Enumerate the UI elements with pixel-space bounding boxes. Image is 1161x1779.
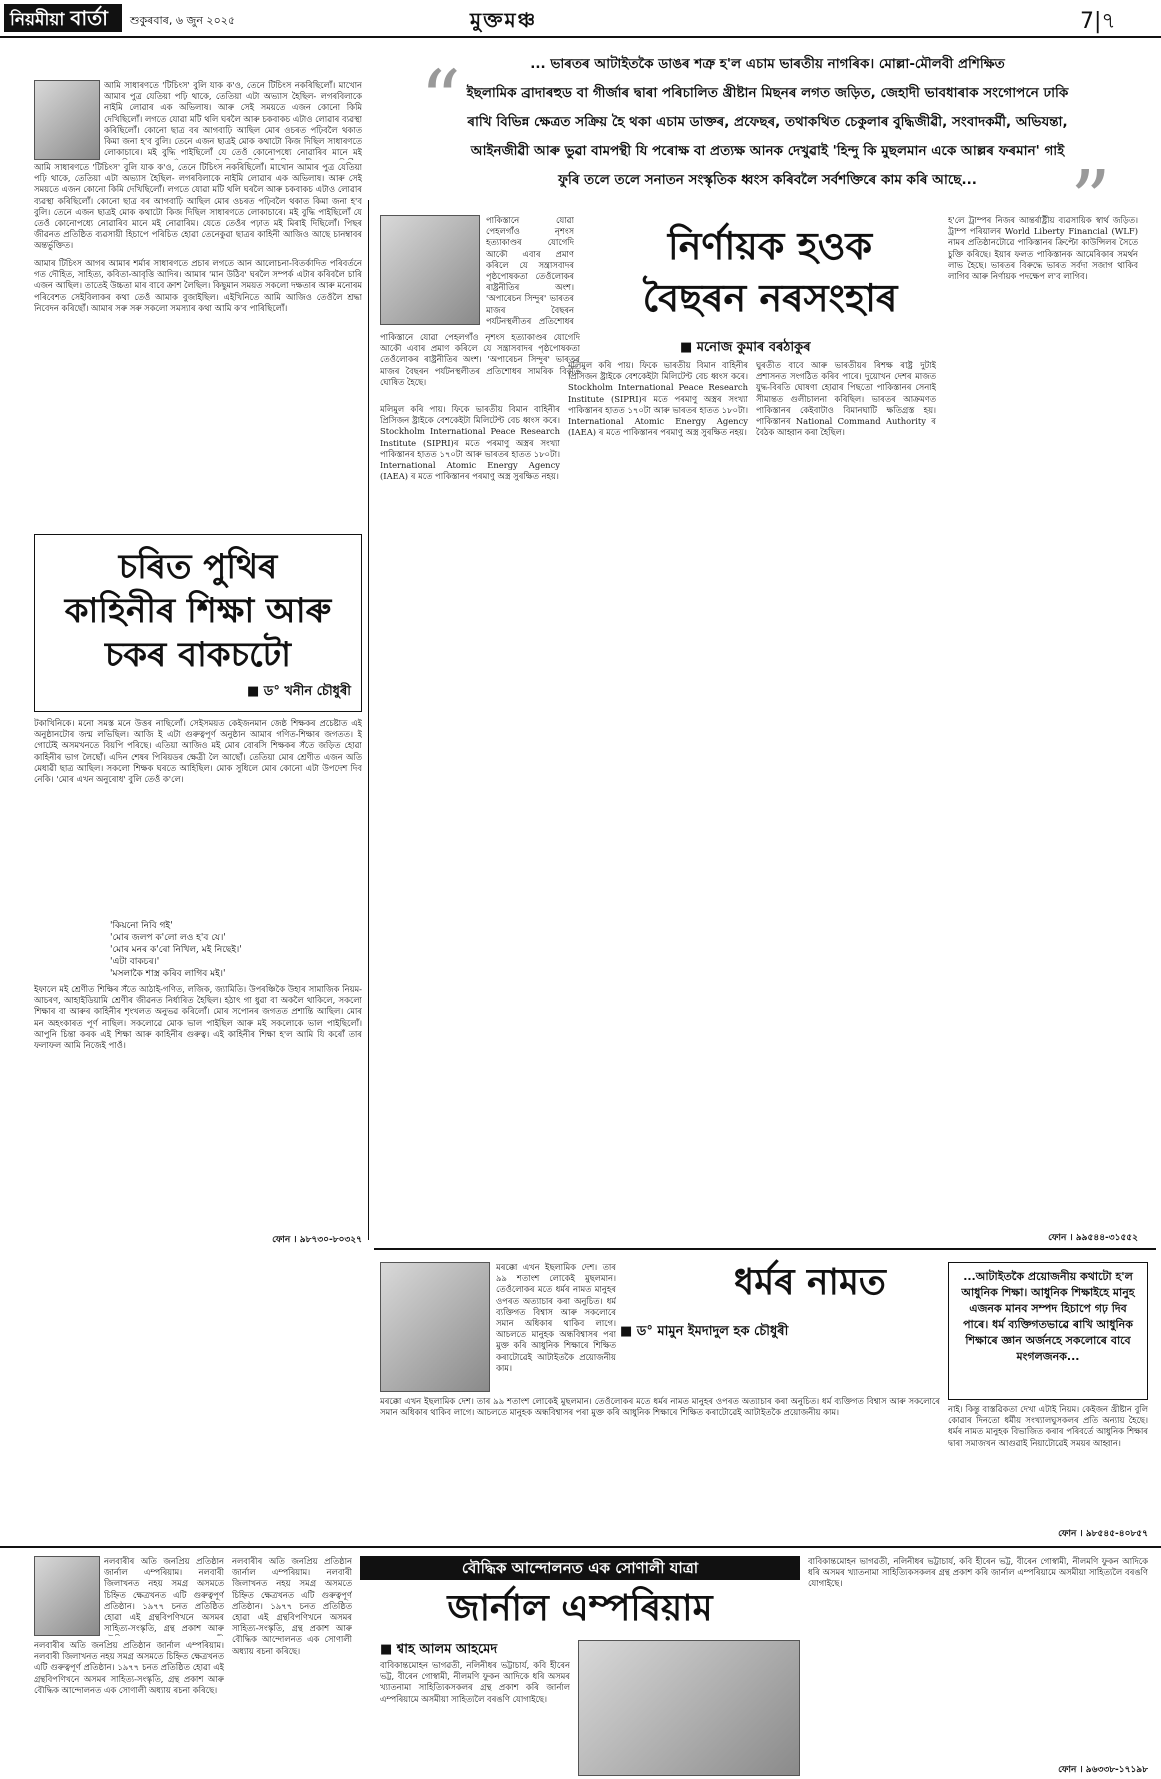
article3-body: মৰক্কো এখন ইছলামিক দেশ। তাৰ ৯৯ শতাংশ লোকেই মুছলমান। তেওঁলোকৰ মতে ধৰ্মৰ নামত মানুহৰ ওপৰত অত্যাচাৰ কৰা অনুচিত। ধৰ্ম ব্যক্তিগত বিশ্বাস আৰু সকলোৰে সমান অধিকাৰ থাকিব লাগে। আচলতে মানুহক অন্ধবিশ্বাসৰ পৰা মুক্ত কৰি আধুনিক শিক্ষাৰে শিক্ষিত কৰাটোৱেই আটাইতকৈ প্ৰয়োজনীয় কাম।: [496, 1262, 616, 1373]
pull-quote: [380, 50, 1155, 200]
pull-quote-line2: ইছলামিক ব্ৰাদাৰহুড বা গীৰ্জাৰ দ্বাৰা পৰিচালিত খ্ৰীষ্টান মিছনৰ লগত জড়িত, জেহাদী ভাবধাৰাক সংগোপনে ঢাকি: [466, 85, 1069, 101]
pull-quote-line5: ফুৰি তলে তলে সনাতন সংস্কৃতিক ধ্বংস কৰিবলৈ সৰ্বশক্তিৰে কাম কৰি আছে...: [558, 172, 977, 188]
author-photo: [34, 80, 100, 160]
verse-line2: 'মোৰ জলপ ক'লো লও হ'ব যে।': [110, 933, 226, 943]
article2-intro-cont: পাকিস্তানে যোৱা পেহলগাঁও নৃশংস হত্যাকাণ্ডৰ যোগেদি আকৌ এবাৰ প্ৰমাণ কৰিলে যে সন্ত্ৰাসবাদৰ পৃষ্ঠপোষকতা তেওঁলোকৰ ৰাষ্ট্ৰনীতিৰ অংশ। 'অপাৰেচন সিন্দুৰ' ভাৰতৰ মাজৰ বৈছৰন পৰ্যটনস্থলীতৰ প্ৰতিশোধৰ সামৰিক বিবৃতি ঘোষিত হৈছে।: [380, 332, 580, 387]
article4-banner: বৌদ্ধিক আন্দোলনত এক সোণালী যাত্ৰা: [360, 1556, 800, 1580]
article4-body-cont: নলবাৰীৰ অতি জনপ্ৰিয় প্ৰতিষ্ঠান জাৰ্নাল এম্পৰিয়াম। নলবাৰী জিলাখনত নহয় সমগ্ৰ অসমতে চিহ্নিত ক্ষেত্ৰখনত এটি গুৰুত্বপূৰ্ণ প্ৰতিষ্ঠান। ১৯৭৭ চনত প্ৰতিষ্ঠিত হোৱা এই গ্ৰন্থবিপণিখনে অসমৰ সাহিত্য-সংস্কৃতি, গ্ৰন্থ প্ৰকাশ আৰু বৌদ্ধিক আন্দোলনত এক সোণালী অধ্যায় ৰচনা কৰিছে।: [34, 1640, 224, 1695]
article1-byline: ■ ড° খনীন চৌধুৰী: [246, 684, 351, 699]
article4-phone: ফোন । ৯৬৩৩৮-১৭১৯৮: [1058, 1765, 1148, 1775]
section-name: মুক্তমঞ্চ: [470, 8, 538, 32]
article2-col2: ঘুৰতীত বাবে আৰু ভাৰতীয়ৰ ৰিশক্ষ ৰাষ্ট্ৰ দুটাই প্ৰশাসনত সংগঠিত কৰিব পাৰে। দুয়োখন দেশৰ মাজত যুদ্ধ-বিৰতি ঘোষণা হোৱাৰ পিছতো পাকিস্তানৰ সেনাই সীমান্তত গুলীচালনা কৰিছিল। ভাৰতৰ আক্ৰমণত পাকিস্তানৰ কেইবাটাও বিমানঘাটি ক্ষতিগ্ৰস্ত হয়। পাকিস্তানৰ National Command Authority ৰ বৈঠক আহ্বান কৰা হৈছিল।: [756, 360, 936, 438]
article4-body-col2: নলবাৰীৰ অতি জনপ্ৰিয় প্ৰতিষ্ঠান জাৰ্নাল এম্পৰিয়াম। নলবাৰী জিলাখনত নহয় সমগ্ৰ অসমতে চিহ্নিত ক্ষেত্ৰখনত এটি গুৰুত্বপূৰ্ণ প্ৰতিষ্ঠান। ১৯৭৭ চনত প্ৰতিষ্ঠিত হোৱা এই গ্ৰন্থবিপণিখনে অসমৰ সাহিত্য-সংস্কৃতি, গ্ৰন্থ প্ৰকাশ আৰু বৌদ্ধিক আন্দোলনত এক সোণালী অধ্যায় ৰচনা কৰিছে।: [232, 1556, 352, 1656]
article1-verse: [110, 920, 360, 980]
section-divider: [0, 1546, 1161, 1548]
article3-body2: নাই। কিন্তু বাস্তৱিকতা দেখা এটাই নিয়ম। কেইজন খ্ৰীষ্টান বুলি কোৱাৰ দিনতো ধৰ্মীয় সংখ্যালঘুসকলৰ প্ৰতি অন্যায় হৈছে। ধৰ্মৰ নামত মানুহক বিভাজিত কৰাৰ পৰিবৰ্তে আধুনিক শিক্ষাৰ দ্বাৰা সমাজখন আগুৱাই নিয়াটোৱেই সময়ৰ আহ্বান।: [948, 1404, 1148, 1448]
author-photo: [34, 1556, 100, 1636]
article3-body-cont: মৰক্কো এখন ইছলামিক দেশ। তাৰ ৯৯ শতাংশ লোকেই মুছলমান। তেওঁলোকৰ মতে ধৰ্মৰ নামত মানুহৰ ওপৰত অত্যাচাৰ কৰা অনুচিত। ধৰ্ম ব্যক্তিগত বিশ্বাস আৰু সকলোৰে সমান অধিকাৰ থাকিব লাগে। আচলতে মানুহক অন্ধবিশ্বাসৰ পৰা মুক্ত কৰি আধুনিক শিক্ষাৰে শিক্ষিত কৰাটোৱেই আটাইতকৈ প্ৰয়োজনীয় কাম।: [380, 1396, 940, 1418]
article3-title: ধৰ্মৰ নামত: [734, 1262, 886, 1303]
article2-title-line1: নিৰ্ণায়ক হওক: [667, 224, 873, 268]
article2-title-line2: বৈছৰন নৰসংহাৰ: [642, 276, 898, 320]
article3-highlight-box: ...আটাইতকৈ প্ৰয়োজনীয় কথাটো হ'ল আধুনিক শিক্ষা। আধুনিক শিক্ষাইহে মানুহ এজনক মানব সম্পদ হিচাপে গঢ় দিব পাৰে। ধৰ্ম ব্যক্তিগতভাৱে ৰাখি আধুনিক শিক্ষাৰে জ্ঞান অৰ্জনহে সকলোৰে বাবে মংগলজনক...: [948, 1262, 1148, 1400]
article2-phone: ফোন । ৯৯৫৪৪-৩১৫৫২: [1048, 1233, 1138, 1243]
close-quote-icon: ”: [1070, 153, 1111, 246]
logo-part1: নিয়মীয়া: [10, 10, 65, 30]
article2-col1b: মলিমুল কৰি পায়। ফিকে ভাৰতীয় বিমান বাহিনীৰ প্ৰিসিজন ষ্ট্ৰাইকে বেশকেইটা মিলিটেণ্ট বেচ ধ্বংস কৰে। Stockholm International Peace Research Institute (SIPRI)ৰ মতে পৰমাণু অস্ত্ৰৰ সংখ্যা পাকিস্তানৰ হাতত ১৭০টা আৰু ভাৰতৰ হাতত ১৮০টা। International Atomic Energy Agency (IAEA) ৰ মতে পাকিস্তানৰ পৰমাণু অস্ত্ৰ সুৰক্ষিত নহয়।: [568, 360, 748, 438]
section-divider: [374, 1248, 1156, 1250]
article2-byline: ■ মনোজ কুমাৰ বৰঠাকুৰ: [680, 340, 811, 355]
bookshop-photo: [578, 1640, 800, 1776]
column-divider: [368, 200, 369, 1240]
article4-body: নলবাৰীৰ অতি জনপ্ৰিয় প্ৰতিষ্ঠান জাৰ্নাল এম্পৰিয়াম। নলবাৰী জিলাখনত নহয় সমগ্ৰ অসমতে চিহ্নিত ক্ষেত্ৰখনত এটি গুৰুত্বপূৰ্ণ প্ৰতিষ্ঠান। ১৯৭৭ চনত প্ৰতিষ্ঠিত হোৱা এই গ্ৰন্থবিপণিখনে অসমৰ সাহিত্য-সংস্কৃতি, গ্ৰন্থ প্ৰকাশ আৰু: [104, 1556, 224, 1634]
page-number: 7|৭: [1080, 9, 1116, 34]
issue-date: শুকুৰবাৰ, ৬ জুন ২০২৫: [130, 14, 236, 27]
article3-phone: ফোন । ৯৮৫৪৫-৪০৮৫৭: [1058, 1529, 1148, 1539]
article1-title-box: [34, 534, 362, 712]
open-quote-icon: “: [420, 53, 461, 146]
newspaper-logo: [4, 4, 122, 32]
verse-line5: 'মসলাকৈ শাস্ত্ৰ কৰিব লাগিব মই।': [110, 969, 226, 979]
article4-body3: বাবিকান্তমোহন ভাগৱতী, নলিনীধৰ ভট্টাচাৰ্য, কবি হীৰেন ভট্ট, বীৰেন গোস্বামী, নীলমণি ফুকন আদিকে ধৰি অসমৰ খ্যাতনামা সাহিত্যিকসকলৰ গ্ৰন্থ প্ৰকাশ কৰি জাৰ্নাল এম্পৰিয়ামে অসমীয়া সাহিত্যলৈ বৰঙণি যোগাইছে।: [808, 1556, 1148, 1589]
article3-byline: ■ ড° মামুন ইমদাদুল হক চৌধুৰী: [620, 1324, 789, 1339]
article4-body2: বাবিকান্তমোহন ভাগৱতী, নলিনীধৰ ভট্টাচাৰ্য, কবি হীৰেন ভট্ট, বীৰেন গোস্বামী, নীলমণি ফুকন আদিকে ধৰি অসমৰ খ্যাতনামা সাহিত্যিকসকলৰ গ্ৰন্থ প্ৰকাশ কৰি জাৰ্নাল এম্পৰিয়ামে অসমীয়া সাহিত্যলৈ বৰঙণি যোগাইছে।: [380, 1660, 570, 1704]
masthead: [0, 0, 1161, 38]
article1-phone: ফোন । ৯৮৭৩০-৮০৩২৭: [272, 1235, 362, 1245]
article1-title-line2: কাহিনীৰ শিক্ষা আৰু: [64, 591, 332, 631]
article4-title: জাৰ্নাল এম্পৰিয়াম: [447, 1588, 713, 1629]
verse-line1: 'কিয়নো নিবি গই': [110, 921, 173, 931]
pull-quote-line1: ... ভাৰতৰ আটাইতকৈ ডাঙৰ শত্ৰু হ'ল এচাম ভাৰতীয় নাগৰিক। মোল্লা-মৌলবী প্ৰশিক্ষিত: [530, 56, 1005, 72]
article1-body-low: টকাখিনিকে। মনো সমস্ত মনে উত্তৰ নাছিলোঁ। সেইসময়ত কেইজনমান জেষ্ঠ শিক্ষকৰ প্ৰচেষ্টাত এই অনুষ্ঠানটোৰ জন্ম লভিছিল। আজি ই এটা গুৰুত্বপূৰ্ণ অনুষ্ঠান আমাৰ গণিত-শিক্ষাৰ জগতত। ই গোটেই অসমখনতে বিয়পি পৰিছে। এতিয়া আজিও মই মোৰ বোৰসি শিক্ষকৰ সঁতে জড়িত হোৱা কাহিনীৰ ভাগ লৈছোঁ। এদিন শেষৰ পিৰিয়ডৰ ক্ষেত্ৰী লৈ আছোঁ। তেতিয়া মোৰ শ্ৰেণীত এজন অতি মেধাৱী ছাত্ৰ আছিল। সকলো শিক্ষক ঘৰতে আহিছিল। মোক সুধিলে মোৰ কোনো এটা উপদেশ দিব নেকি। 'মোৰ এখন অনুৰোধ' বুলি তেওঁ ক'লে।: [34, 718, 362, 785]
verse-line4: 'এটা বাকচৰ।': [110, 957, 160, 967]
logo-part2: বাৰ্তা: [70, 6, 108, 30]
article2-col3: হ'লে ট্ৰাম্পৰ নিজৰ আন্তৰ্ৰাষ্ট্ৰীয় ব্যৱসায়িক স্বাৰ্থ জড়িত। ট্ৰাম্প পৰিয়ালৰ World Liberty Financial (WLF) নামৰ প্ৰতিষ্ঠানটোৱে পাকিস্তানৰ ক্ৰিপ্টো কাউন্সিলৰ সৈতে চুক্তি কৰিছে। ইয়াৰ ফলত পাকিস্তানক আমেৰিকাৰ সমৰ্থন লাভ হৈছে। ভাৰতৰ বিৰুদ্ধে ভাৰত সৰ্বদা সজাগ থাকিব লাগিব আৰু নিৰ্ণায়ক পদক্ষেপ ল'ব লাগিব।: [948, 215, 1138, 282]
article1-body-end: ইফালে মই শ্ৰেণীত শিক্ষিৰ সঁতে আঠাই-গণিত, লজিক, জ্যামিতি। উপৰঞ্চিকৈ উহাৰ সামাজিক নিয়ম-আচৰণ, আহাইডিয়ামি শ্ৰেণীৰ জীৱনত নিৰ্ধাৰিত হৈছিল। হঠাৎ গা ধুৱা বা অকলৈ থাকিলে, সকলো শিক্ষাৰ বা আৰুৰ কাহিনীৰ শৃংখলত অনুভৱ কৰিলোঁ। মোৰ সপোনৰ জগতত প্ৰশান্তি আছিল। মোৰ মন অহংকাৰত পূৰ্ণ নাছিল। সকলোৱে মোক ভাল পাইছিল আৰু মই সকলোকে ভাল পাইছিলোঁ। আপুনি চিন্তা কৰক এই শিক্ষা আৰু কাহিনীৰ গুৰুত্ব। এই কাহিনীৰ শিক্ষা হ'ল আমি যি কৰোঁ তাৰ ফলাফল আমি নিজেই পাওঁ।: [34, 984, 362, 1051]
author-photo: [380, 215, 480, 325]
article1-body-top: আমি সাধাৰণতে 'টিচিংস' বুলি যাক ক'ও, তেনে টিচিংস নকৰিছিলোঁ। মাখোন আমাৰ পুত্ৰ যেতিয়া পঢ়ি থাকে, তেতিয়া এটা অভ্যাস হৈছিল- লগৰবিলাকে নাইমি লোৱাৰ এক অভিলাষ। আৰু সেই সময়তে এজন কোনো কিমি দেখিছিলোঁ। লগতে যোৱা মটি থলি ঘৰলৈ আৰু চকবাকচ এটাও লোৱাৰ ব্যৱস্থা কৰিছিলোঁ। কোনো ছাত্ৰ বৰ আগবাঢ়ি আছিল মোৰ ওচৰত পঢ়িবলৈ থকাত কিমা জনা হ'ব বুলি। তেনে এজন ছাত্ৰই মোক কথাটো কিজ দিছিল সাধাৰণতে লোকাচাৰে। মই বুদ্ধি পাইছিলোঁ যে তেওঁ কোনোপধ্যে নোৱাৰিব মানে মই: [104, 80, 362, 158]
article1-title-line3: চকৰ বাকচটো: [104, 635, 292, 675]
article1-body-top-cont: আমি সাধাৰণতে 'টিচিংস' বুলি যাক ক'ও, তেনে টিচিংস নকৰিছিলোঁ। মাখোন আমাৰ পুত্ৰ যেতিয়া পঢ়ি থাকে, তেতিয়া এটা অভ্যাস হৈছিল- লগৰবিলাকে নাইমি লোৱাৰ এক অভিলাষ। আৰু সেই সময়তে এজন কোনো কিমি দেখিছিলোঁ। লগতে যোৱা মটি থলি ঘৰলৈ আৰু চকবাকচ এটাও লোৱাৰ ব্যৱস্থা কৰিছিলোঁ। কোনো ছাত্ৰ বৰ আগবাঢ়ি আছিল মোৰ ওচৰত পঢ়িবলৈ থকাত কিমা জনা হ'ব বুলি। তেনে এজন ছাত্ৰই মোক কথাটো কিজ দিছিল সাধাৰণতে লোকাচাৰে। মই বুদ্ধি পাইছিলোঁ যে তেওঁ কোনোপধ্যে নোৱাৰিব মানে মই নোৱাৰিম। যেতে তেওঁৰ পঢ়াত মই মিৰাই দিছিলোঁ। পিছৰ জীৱনত প্ৰতিষ্ঠিত ব্যৱসায়ী হিচাপে পৰিচিত হোৱা তেনেকুৱা ছাত্ৰৰ কাহিনী আজিও আছে চানম্বাবৰ অন্তৰ্ভুক্তিত।: [34, 162, 362, 251]
article2-intro: পাকিস্তানে যোৱা পেহলগাঁও নৃশংস হত্যাকাণ্ডৰ যোগেদি আকৌ এবাৰ প্ৰমাণ কৰিলে যে সন্ত্ৰাসবাদৰ পৃষ্ঠপোষকতা তেওঁলোকৰ ৰাষ্ট্ৰনীতিৰ অংশ। 'অপাৰেচন সিন্দুৰ' ভাৰতৰ মাজৰ বৈছৰন পৰ্যটনস্থলীতৰ প্ৰতিশোধৰ: [486, 215, 574, 326]
article2-col1: মলিমুল কৰি পায়। ফিকে ভাৰতীয় বিমান বাহিনীৰ প্ৰিসিজন ষ্ট্ৰাইকে বেশকেইটা মিলিটেণ্ট বেচ ধ্বংস কৰে। Stockholm International Peace Research Institute (SIPRI)ৰ মতে পৰমাণু অস্ত্ৰৰ সংখ্যা পাকিস্তানৰ হাতত ১৭০টা আৰু ভাৰতৰ হাতত ১৮০টা। International Atomic Energy Agency (IAEA) ৰ মতে পাকিস্তানৰ পৰমাণু অস্ত্ৰ সুৰক্ষিত নহয়।: [380, 404, 560, 482]
article1-title-line1: চৰিত পুথিৰ: [118, 547, 278, 587]
article4-byline: ■ শ্বাহ আলম আহমেদ: [380, 1642, 498, 1657]
article2-title: [600, 220, 940, 324]
author-photo: [380, 1262, 490, 1392]
pull-quote-line4: আইনজীৱী আৰু ভুৱা বামপন্থী যি পৰোক্ষ বা প্ৰত্যক্ষ আনক দেখুৱাই 'হিন্দু কি মুছলমান একে আল্লৰ ফৰমান' গাই: [470, 143, 1065, 159]
verse-line3: 'মোৰ মনৰ ক'ৰো নিখিল, মই নিছেই।': [110, 945, 242, 955]
pull-quote-line3: ৰাখি বিভিন্ন ক্ষেত্ৰত সক্ৰিয় হৈ থকা এচাম ডাক্তৰ, প্ৰফেছৰ, তথাকথিত চেকুলাৰ বুদ্ধিজীৱী, সংবাদকৰ্মী, অভিযন্তা,: [467, 114, 1068, 130]
article1-body-mid: আমাৰ টিচিংস আগৰ আমাৰ শৰ্মাৰ সাধাৰণতে প্ৰচাৰ লগতে আন আলোচনা-বিতৰ্কাদিত পৰিবৰ্তনে গত দৌহিত, সাহিত্য, কবিতা-আবৃত্তি আদিৰ। আমাৰ 'মান উঠিব' ঘৰলৈ সম্পৰ্ক এটাৰ কৰিবলৈ চাৰি এজন আছিল। তাতেই উচ্চতা মাৰ বাবে ক্ৰাশ লৈছিল। কিছুমান সময়ত সকলো দক্ষতাৰ আৰু মনোৰম পৰিবেশত সেইবিলাকৰ কথা তেওঁ আমাক বুজাইছিল। এইখিনিতে আমি আজিও তেওঁলৈ শ্ৰদ্ধা নিবেদন কৰিছোঁ। আমাৰ সৰু সৰু সকলো সমস্যাৰ কথা আমি ক'ব পাৰিছিলোঁ।: [34, 258, 362, 313]
